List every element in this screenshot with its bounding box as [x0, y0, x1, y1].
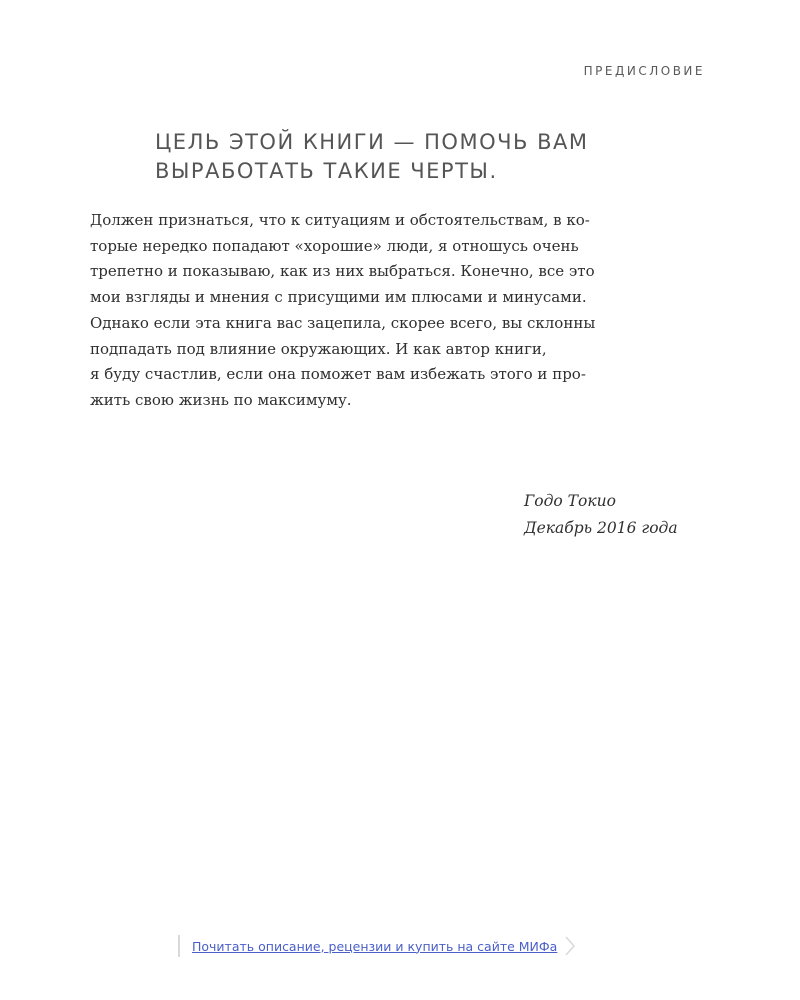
signature-author: Годо Токио: [524, 492, 616, 510]
body-line: подпадать под влияние окружающих. И как автор книги,: [90, 339, 547, 358]
body-paragraph: [90, 208, 710, 414]
body-line: мои взгляды и мнения с присущими им плюсами и минусами.: [90, 288, 587, 307]
signature-date: Декабрь 2016 года: [524, 519, 678, 537]
pull-quote-line: ЦЕЛЬ ЭТОЙ КНИГИ — ПОМОЧЬ ВАМ: [155, 130, 589, 154]
footer-divider: [178, 935, 180, 957]
body-line: торые нередко попадают «хорошие» люди, я отношусь очень: [90, 236, 579, 255]
pull-quote-line: ВЫРАБОТАТЬ ТАКИЕ ЧЕРТЫ.: [155, 159, 498, 183]
body-line: жить свою жизнь по максимуму.: [90, 390, 352, 409]
publisher-site-link[interactable]: Почитать описание, рецензии и купить на сайте МИФа: [192, 938, 558, 954]
body-line: Должен признаться, что к ситуациям и обстоятельствам, в ко-: [90, 211, 590, 229]
body-line: Однако если эта книга вас зацепила, скорее всего, вы склонны: [90, 313, 596, 332]
signature: [524, 488, 678, 542]
footer-link-container: [178, 934, 577, 958]
pull-quote: [155, 128, 715, 186]
chevron-right-icon: [563, 935, 577, 957]
body-line: я буду счастлив, если она поможет вам избежать этого и про-: [90, 365, 586, 384]
body-line: трепетно и показываю, как из них выбраться. Конечно, все это: [90, 262, 595, 281]
running-head: ПРЕДИСЛОВИЕ: [583, 64, 705, 78]
